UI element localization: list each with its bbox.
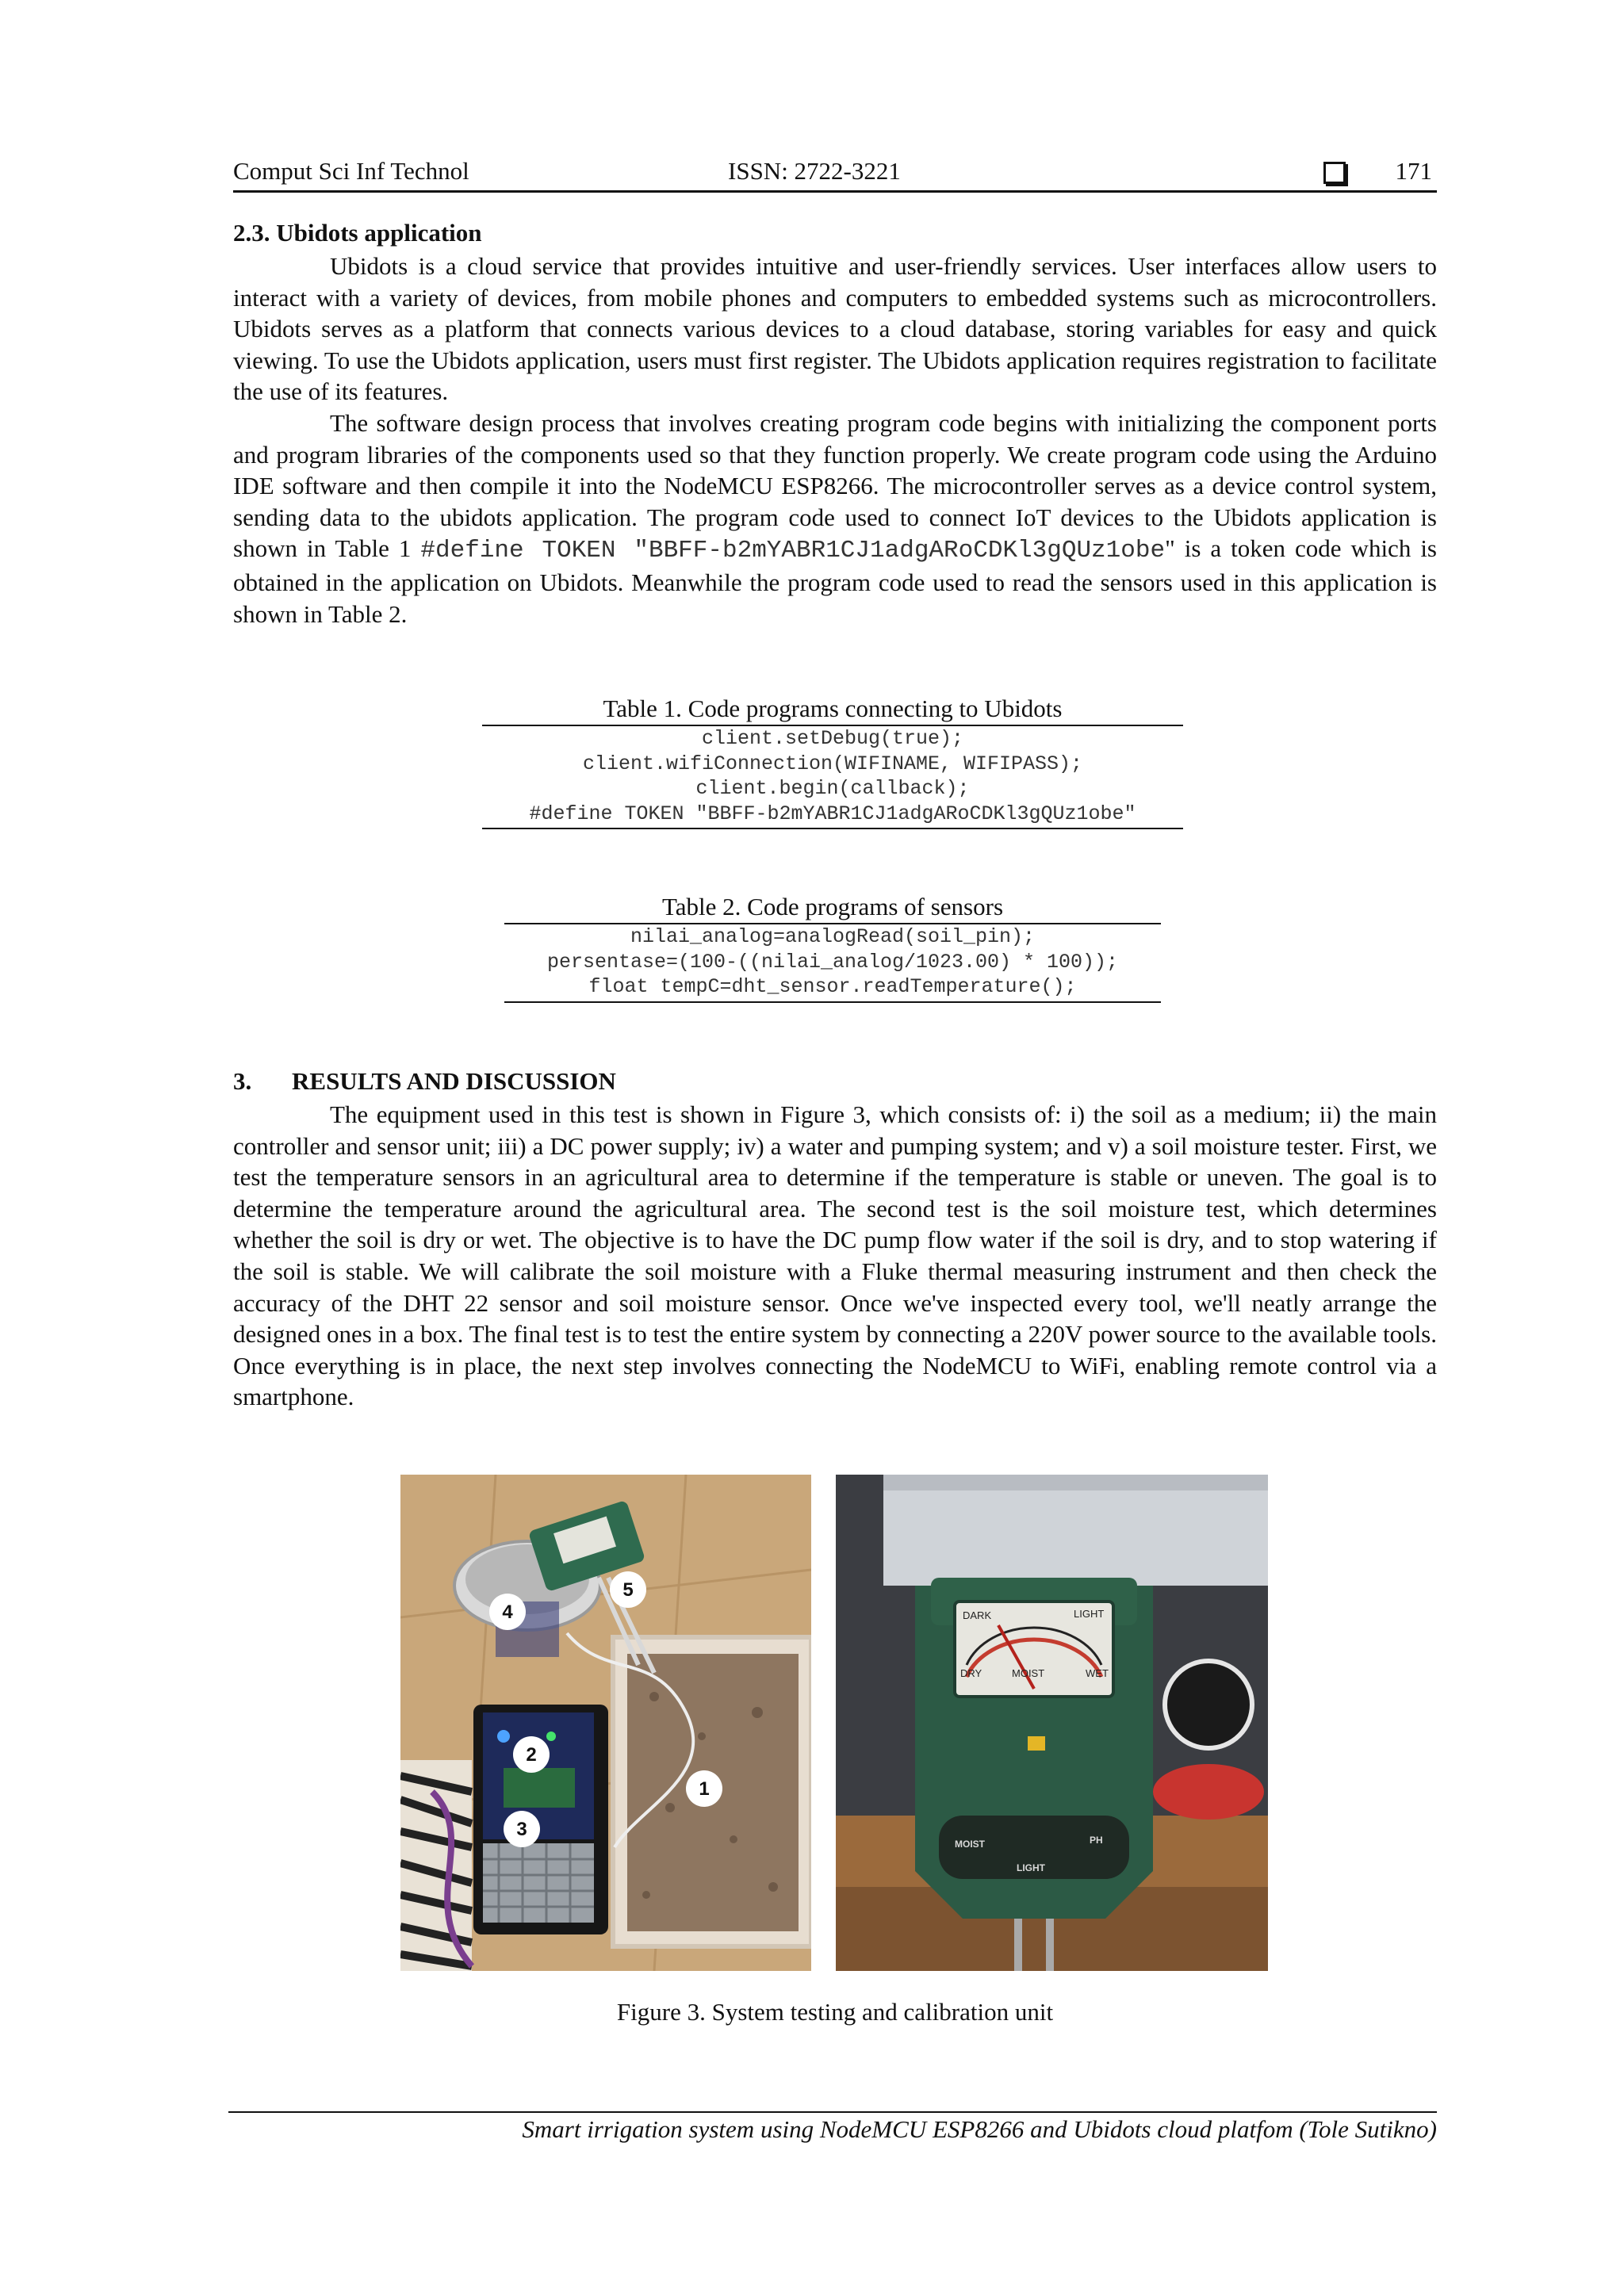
marker-2: 2 [526,1744,537,1766]
running-header [233,155,1437,193]
section-number: 2.3. [233,219,270,247]
photo-moisture-meter [836,1475,1268,1971]
meter-label-wet: WET [1086,1667,1109,1679]
button-label-moist: MOIST [955,1839,985,1850]
meter-label-dark: DARK [963,1609,992,1621]
paragraph: The equipment used in this test is shown in Figure 3, which consists of: i) the soil as a medium; ii) the main controller and sensor unit; iii) a DC power supply; iv) a water and pumping system; and v) a soil moisture tester. First, we test the temperature sensors in an agricultural area to determine if the temperature is stable or uneven. The goal is to determine the temperature around the agricultural area. The second test is the soil moisture test, which determines whether the soil is dry or wet. The objective is to have the DC pump flow water if the soil is dry, and to stop watering if the soil is stable. We will calibrate the soil moisture with a Fluke thermal measuring instrument and then check the accuracy of the DHT 22 sensor and soil moisture sensor. Once we've inspected every tool, we'll neatly arrange the designed ones in a box. The final test is to test the entire system by connecting a 220V power source to the available tools. Once everything is in place, the next step involves connecting the NodeMCU to WiFi, enabling remote control via a smartphone. [233,1100,1437,1411]
code-line: client.wifiConnection(WIFINAME, WIFIPASS); [582,752,1083,775]
paragraph: Ubidots is a cloud service that provides intuitive and user-friendly services. User interfaces allow users to interact with a variety of devices, from mobile phones and computers to embedded systems such as microcontrollers. Ubidots serves as a platform that connects various devices to a cloud database, storing variables for easy and quick viewing. To use the Ubidots application, users must first register. The Ubidots application requires registration to facilitate the use of its features. [233,252,1437,406]
section-title: Ubidots application [276,219,482,247]
button-label-light: LIGHT [1017,1862,1045,1873]
code-line: nilai_analog=analogRead(soil_pin); [630,925,1036,948]
table-2 [504,893,1161,1003]
meter-label-moist: MOIST [1012,1667,1045,1679]
marker-3: 3 [516,1819,527,1840]
code-block [482,726,1183,829]
page-number: 171 [1395,157,1432,185]
button-label-ph: PH [1090,1835,1103,1846]
marker-1: 1 [699,1778,710,1800]
table-1 [482,695,1183,829]
paragraph [233,408,1437,629]
code-line: #define TOKEN "BBFF-b2mYABR1CJ1adgARoCDKl3gQUz1obe" [529,802,1136,825]
section-heading-3 [233,1067,616,1096]
square-icon [1323,162,1346,184]
table-caption: Table 2. Code programs of sensors [504,893,1161,924]
section-number: 3. [233,1067,252,1095]
table-caption: Table 1. Code programs connecting to Ubidots [482,695,1183,726]
paragraph-text: " is a token code which is obtained in the application on Ubidots. Meanwhile the program code used to read the sensors used in this application is shown in Table 2. [233,534,1437,628]
marker-5: 5 [622,1579,634,1601]
section-2-3-body [233,251,1437,629]
code-block [504,924,1161,1003]
section-heading-2-3 [233,219,482,247]
section-3-body [233,1099,1437,1413]
running-footer: Smart irrigation system using NodeMCU ESP8266 and Ubidots cloud platfom (Tole Sutikno) [522,2115,1437,2143]
code-line: client.begin(callback); [695,777,970,800]
code-line: float tempC=dht_sensor.readTemperature(); [588,975,1077,998]
figure-3-photo-system [400,1475,811,1971]
inline-code: #define TOKEN "BBFF-b2mYABR1CJ1adgARoCDKl3gQUz1obe [420,537,1166,565]
paragraph-text: The software design process that involves creating program code begins with initializing the component ports and program libraries of the components used so that they function properly. We create program code using the Arduino IDE software and then compile it into the NodeMCU ESP8266. The microcontroller serves as a device control system, sending data to the ubidots application. The program code used to connect IoT devices to the Ubidots application is shown in Table 1 [233,408,1437,563]
figure-caption: Figure 3. System testing and calibration unit [616,1998,1054,2026]
meter-label-dry: DRY [960,1667,982,1679]
figure-3-photo-meter [836,1475,1268,1971]
meter-label-light: LIGHT [1074,1608,1105,1620]
marker-4: 4 [502,1601,513,1623]
journal-name: Comput Sci Inf Technol [233,157,469,185]
section-title: RESULTS AND DISCUSSION [292,1067,616,1095]
code-line: client.setDebug(true); [701,727,964,750]
photo-system-setup [400,1475,811,1971]
issn: ISSN: 2722-3221 [728,157,901,185]
code-line: persentase=(100-((nilai_analog/1023.00) * 100)); [546,950,1119,974]
footer-rule [228,2111,1437,2113]
